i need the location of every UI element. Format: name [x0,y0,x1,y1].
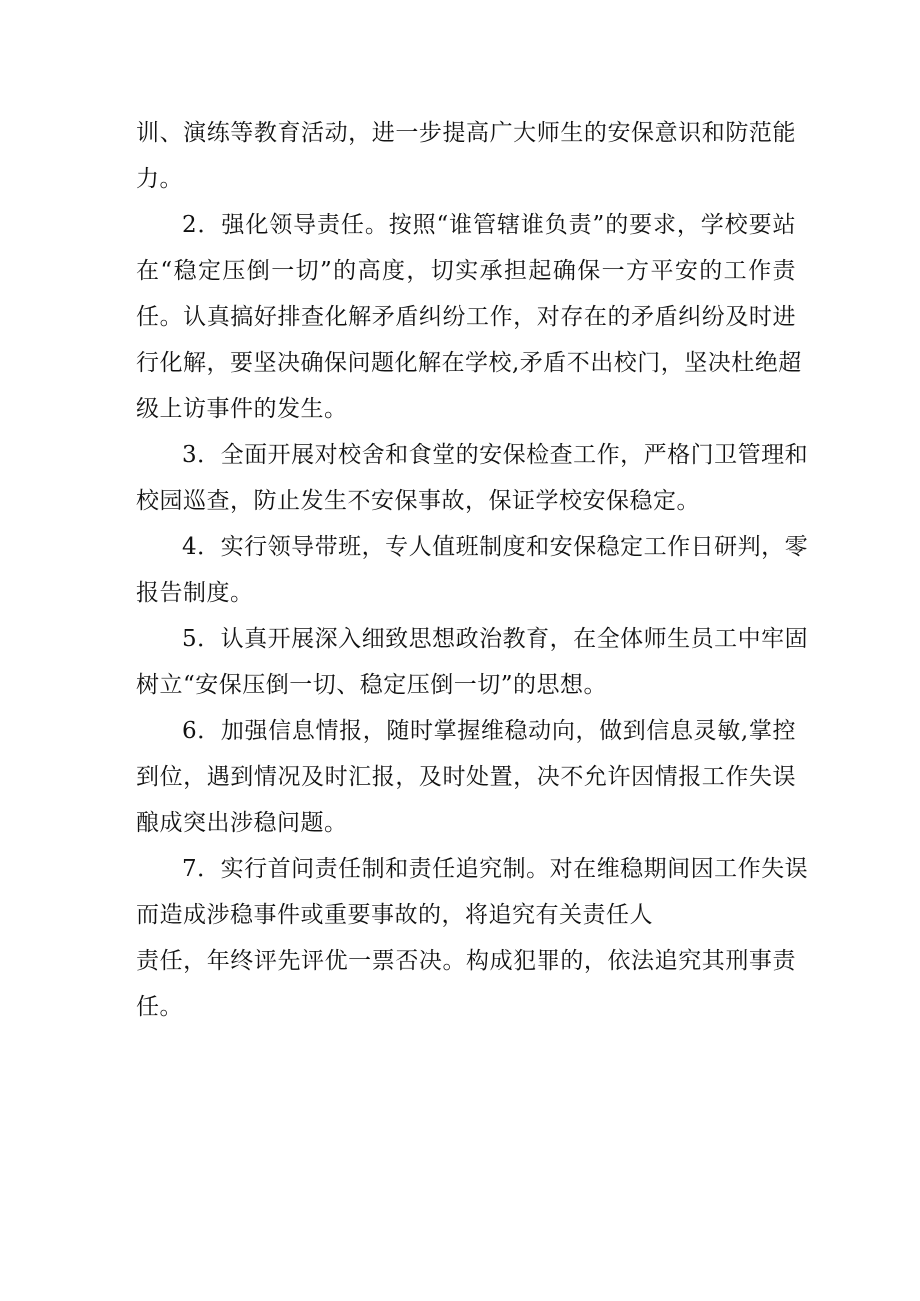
text-line: 力。 [136,166,183,192]
text-line: 6．加强信息情报，随时掌握维稳动向，做到信息灵敏,掌控 [182,718,796,744]
text-line: 任。 [136,994,183,1020]
text-line: 5．认真开展深入细致思想政治教育，在全体师生员工中牢固 [182,626,809,652]
text-line: 3．全面开展对校舍和食堂的安保检查工作，严格门卫管理和 [182,442,809,468]
text-line: 责任，年终评先评优一票否决。构成犯罪的，依法追究其刑事责 [136,948,796,974]
text-line: 而造成涉稳事件或重要事故的，将追究有关责任人 [136,902,653,928]
text-line: 在“稳定压倒一切”的高度，切实承担起确保一方平安的工作责 [136,258,796,284]
text-line: 酿成突出涉稳问题。 [136,810,348,836]
text-line: 训、演练等教育活动，进一步提高广大师生的安保意识和防范能 [136,120,796,146]
text-line: 树立“安保压倒一切、稳定压倒一切”的思想。 [136,672,608,698]
text-line: 级上访事件的发生。 [136,396,348,422]
text-line: 2．强化领导责任。按照“谁管辖谁负责”的要求，学校要站 [182,212,796,238]
text-line: 到位，遇到情况及时汇报，及时处置，决不允许因情报工作失误 [136,764,796,790]
text-line: 行化解，要坚决确保问题化解在学校,矛盾不出校门，坚决杜绝超 [136,350,802,376]
text-line: 7．实行首问责任制和责任追究制。对在维稳期间因工作失误 [182,856,809,882]
text-line: 4．实行领导带班，专人值班制度和安保稳定工作日研判，零 [182,534,809,560]
text-line: 报告制度。 [136,580,254,606]
document-body [136,110,809,1030]
text-line: 校园巡查，防止发生不安保事故，保证学校安保稳定。 [136,488,700,514]
text-line: 任。认真搞好排查化解矛盾纠纷工作，对存在的矛盾纠纷及时进 [136,304,796,330]
